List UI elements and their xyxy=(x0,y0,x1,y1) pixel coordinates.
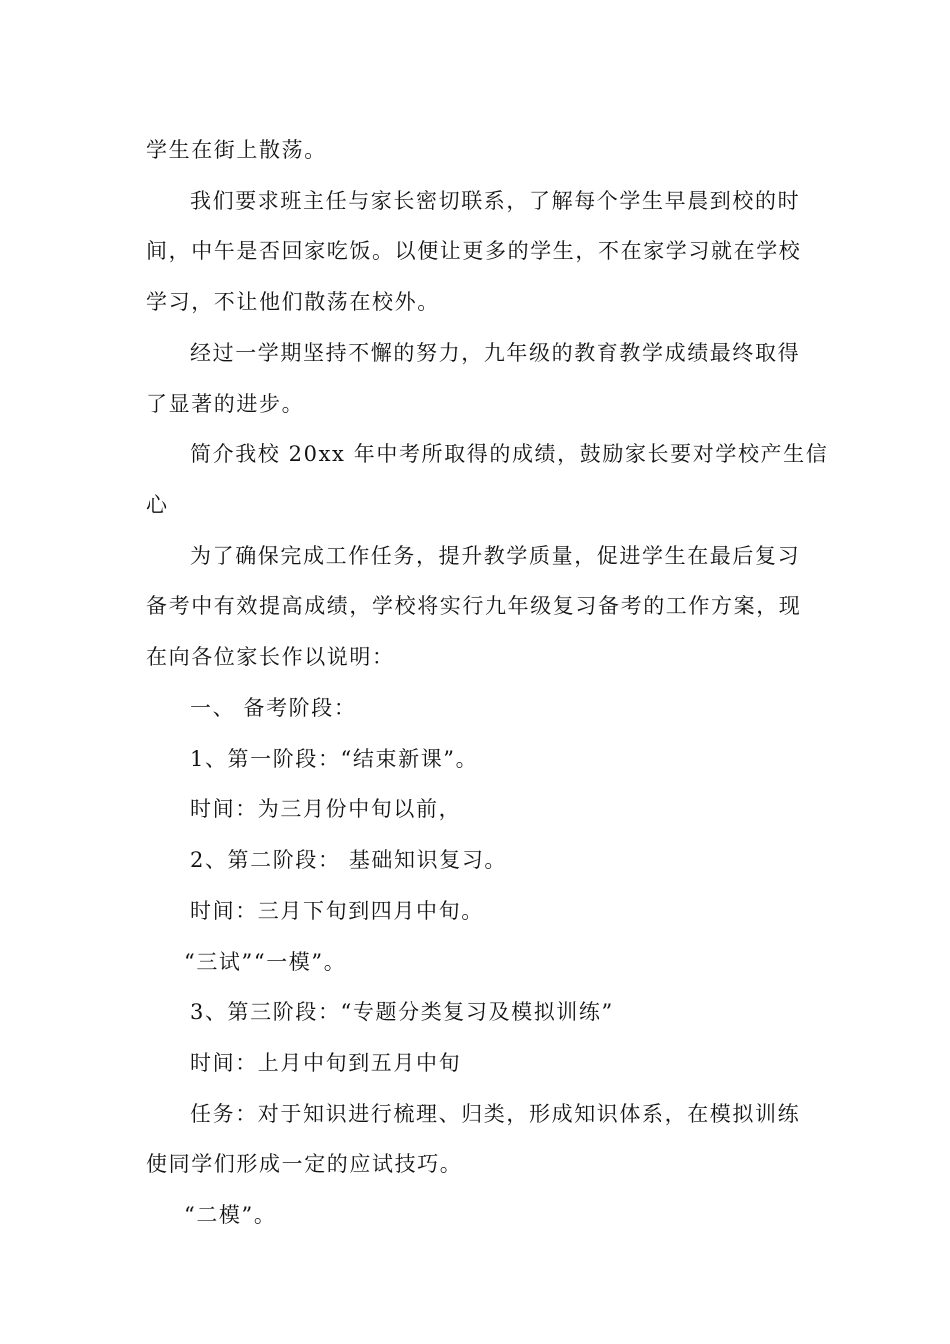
exam-line: “三试”“一模”。 xyxy=(184,950,347,974)
text-line: 间，中午是否回家吃饭。以便让更多的学生，不在家学习就在学校 xyxy=(146,239,802,263)
task-line: 任务：对于知识进行梳理、归类，形成知识体系，在模拟训练 xyxy=(190,1102,801,1126)
time-line: 时间：上月中旬到五月中旬 xyxy=(190,1051,462,1075)
exam-line: “二模”。 xyxy=(184,1203,277,1227)
text-line: 备考中有效提高成绩，学校将实行九年级复习备考的工作方案，现 xyxy=(146,594,802,618)
stage-heading: 3、第三阶段：“专题分类复习及模拟训练” xyxy=(190,1000,614,1024)
paragraph-line: 为了确保完成工作任务，提升教学质量，促进学生在最后复习 xyxy=(190,544,801,568)
text-line: 学生在街上散荡。 xyxy=(146,138,327,162)
time-line: 时间：为三月份中旬以前， xyxy=(190,797,462,821)
text-line: 学习，不让他们散荡在校外。 xyxy=(146,290,440,314)
text-line: 在向各位家长作以说明： xyxy=(146,645,395,669)
time-line: 时间：三月下旬到四月中旬。 xyxy=(190,899,484,923)
paragraph-line: 简介我校 20xx 年中考所取得的成绩，鼓励家长要对学校产生信 xyxy=(190,442,829,466)
paragraph-line: 经过一学期坚持不懈的努力，九年级的教育教学成绩最终取得 xyxy=(190,341,801,365)
text-line: 了显著的进步。 xyxy=(146,392,305,416)
stage-heading: 2、第二阶段： 基础知识复习。 xyxy=(190,848,508,872)
paragraph-line: 我们要求班主任与家长密切联系，了解每个学生早晨到校的时 xyxy=(190,189,801,213)
stage-heading: 1、第一阶段：“结束新课”。 xyxy=(190,747,479,771)
text-line: 心 xyxy=(146,493,169,517)
section-heading: 一、 备考阶段： xyxy=(190,696,357,720)
text-line: 使同学们形成一定的应试技巧。 xyxy=(146,1152,463,1176)
